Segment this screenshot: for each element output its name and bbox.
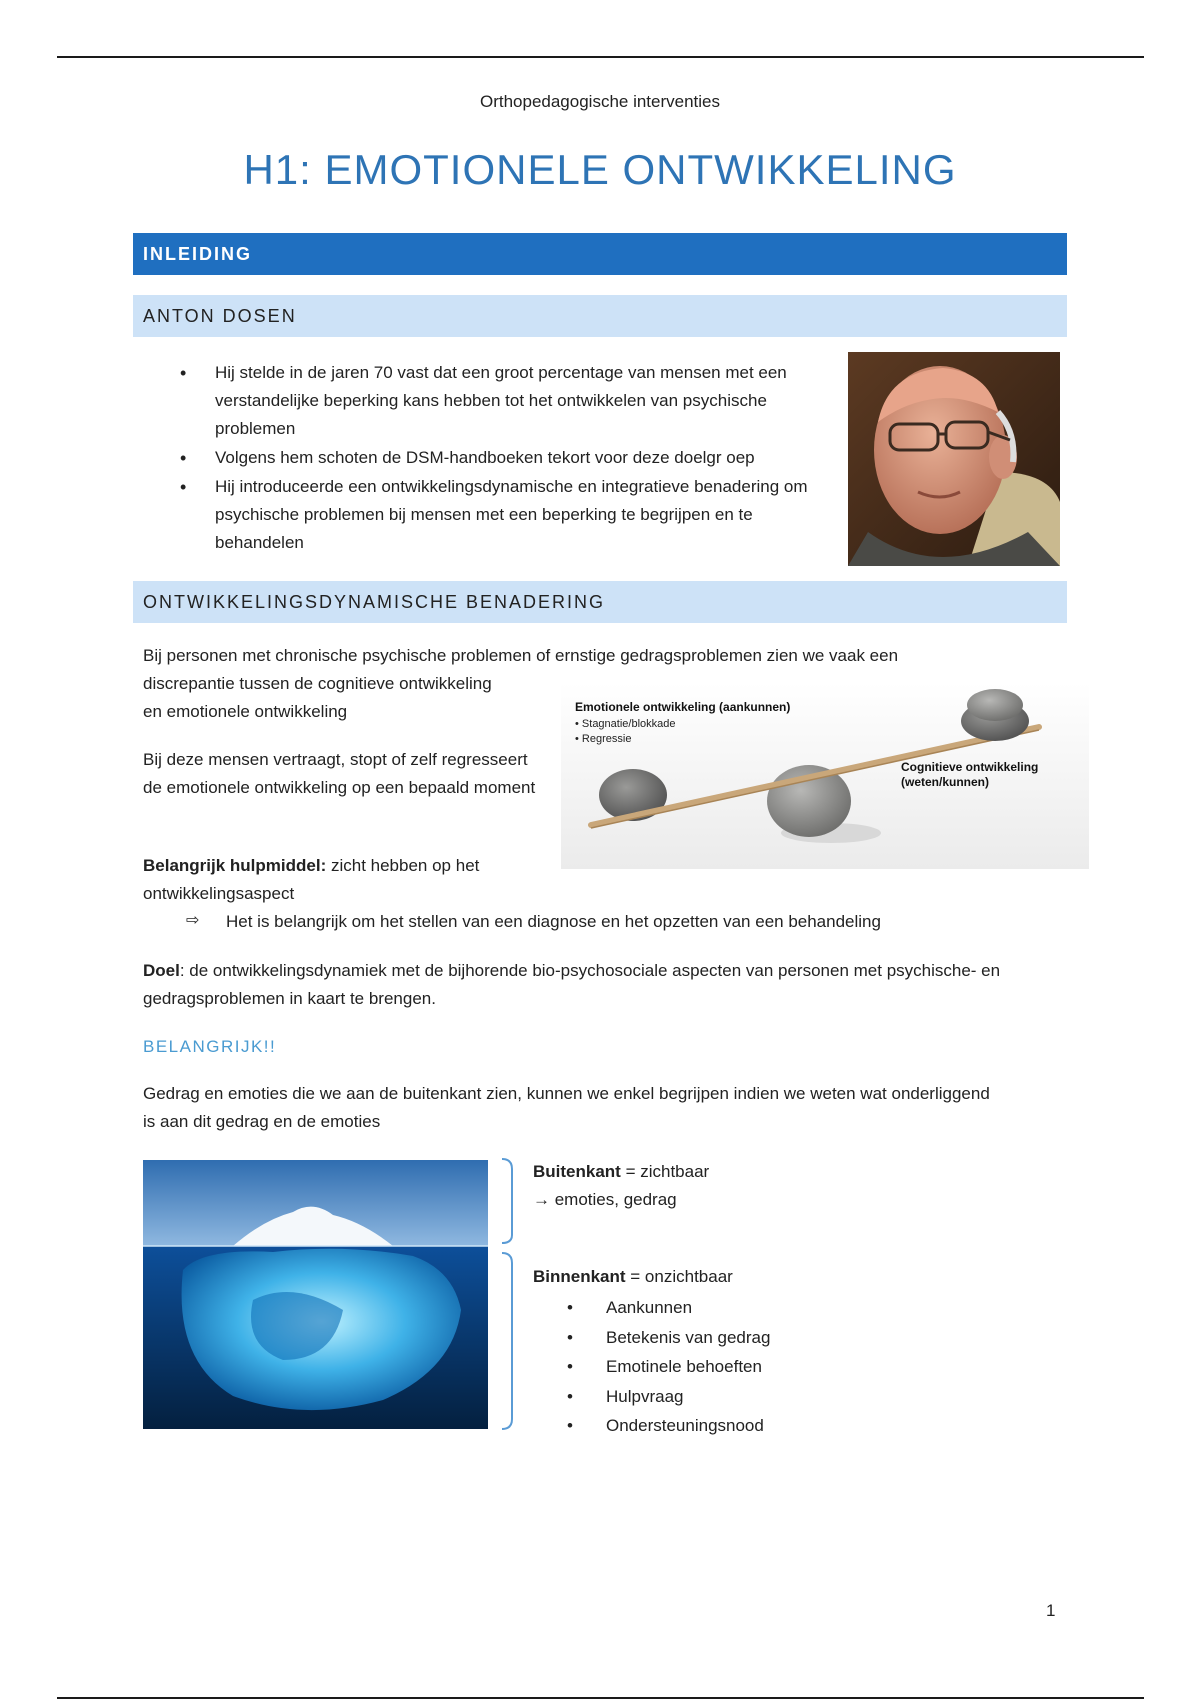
anton-dosen-photo	[848, 352, 1060, 566]
buitenkant-line	[533, 1158, 709, 1186]
doel-paragraph	[143, 957, 1063, 1013]
svg-text:• Regressie: • Regressie	[575, 733, 632, 745]
arrow-text: Het is belangrijk om het stellen van een diagnose en het opzetten van een behandeling	[226, 912, 881, 931]
iceberg-image	[143, 1160, 488, 1429]
binnenkant-line	[533, 1263, 733, 1291]
hulpmiddel-text: zicht hebben op het ontwikkelingsaspect	[143, 856, 480, 903]
list-item: • Betekenis van gedrag	[562, 1323, 770, 1353]
dynamic-paragraph-line1: Bij personen met chronische psychische problemen of ernstige gedragsproblemen zien we vaak een	[143, 646, 899, 665]
buitenkant-arrow-line: → emoties, gedrag	[533, 1190, 677, 1209]
anton-bullet-list	[180, 359, 820, 558]
balance-right-title-1: Cognitieve ontwikkeling	[901, 760, 1039, 774]
arrow-right-icon: ⇨	[186, 912, 200, 929]
bottom-rule	[57, 1697, 1144, 1699]
bracket-icon	[498, 1157, 528, 1433]
doel-text: : de ontwikkelingsdynamiek met de bijhorende bio-psychosociale aspecten van personen met psychische- en gedragsproblemen in kaart te brengen.	[143, 961, 1001, 1008]
belangrijk-text: Gedrag en emoties die we aan de buitenkant zien, kunnen we enkel begrijpen indien we weten wat onderliggend is aan dit gedrag en de emoties	[143, 1084, 990, 1131]
hulpmiddel-paragraph	[143, 852, 523, 908]
buitenkant-text: = zichtbaar	[620, 1162, 710, 1181]
binnenkant-label: Binnenkant	[533, 1267, 626, 1286]
document-header: Orthopedagogische interventies	[479, 92, 721, 111]
list-item: • Hulpvraag	[562, 1382, 770, 1412]
dynamic-paragraph-line2: discrepantie tussen de cognitieve ontwikkeling	[143, 674, 492, 693]
page-title: H1: EMOTIONELE ONTWIKKELING	[243, 146, 957, 193]
list-item: • Volgens hem schoten de DSM-handboeken tekort voor deze doelgr oep	[180, 444, 820, 472]
page-number: 1	[1046, 1601, 1056, 1620]
binnenkant-text: = onzichtbaar	[625, 1267, 733, 1286]
balance-left-title: Emotionele ontwikkeling (aankunnen)	[575, 700, 791, 714]
top-rule	[57, 56, 1144, 58]
list-item: • Hij introduceerde een ontwikkelingsdynamische en integratieve benadering om psychische problemen bij mensen met een beperking te begrijpen en te behandelen	[180, 473, 820, 557]
balance-left-item: Stagnatie/blokkade	[581, 718, 676, 730]
binnenkant-list	[562, 1293, 770, 1441]
balance-stones-figure	[561, 683, 1089, 869]
svg-text:• Stagnatie/blokkade: • Stagnatie/blokkade	[575, 718, 676, 730]
dynamic-paragraph-2: Bij deze mensen vertraagt, stopt of zelf regresseert de emotionele ontwikkeling op een bepaald moment	[143, 750, 536, 797]
section-heading-ontwikkelingsdynamische-benadering: ONTWIKKELINGSDYNAMISCHE BENADERING	[133, 581, 1067, 623]
balance-left-item: Regressie	[581, 733, 632, 745]
list-item: • Hij stelde in de jaren 70 vast dat een groot percentage van mensen met een verstandelijke beperking kans hebben tot het ontwikkelen van psychische problemen	[180, 359, 820, 443]
buitenkant-label: Buitenkant	[533, 1162, 621, 1181]
doel-label: Doel	[143, 961, 180, 980]
list-item: • Aankunnen	[562, 1293, 770, 1323]
belangrijk-heading: BELANGRIJK!!	[143, 1037, 277, 1056]
list-item: • Emotinele behoeften	[562, 1352, 770, 1382]
dynamic-paragraph-line3: en emotionele ontwikkeling	[143, 702, 348, 721]
section-heading-inleiding: INLEIDING	[133, 233, 1067, 275]
section-heading-anton-dosen: ANTON DOSEN	[133, 295, 1067, 337]
balance-right-title-2: (weten/kunnen)	[901, 775, 990, 789]
list-item: • Ondersteuningsnood	[562, 1411, 770, 1441]
hulpmiddel-label: Belangrijk hulpmiddel:	[143, 856, 327, 875]
